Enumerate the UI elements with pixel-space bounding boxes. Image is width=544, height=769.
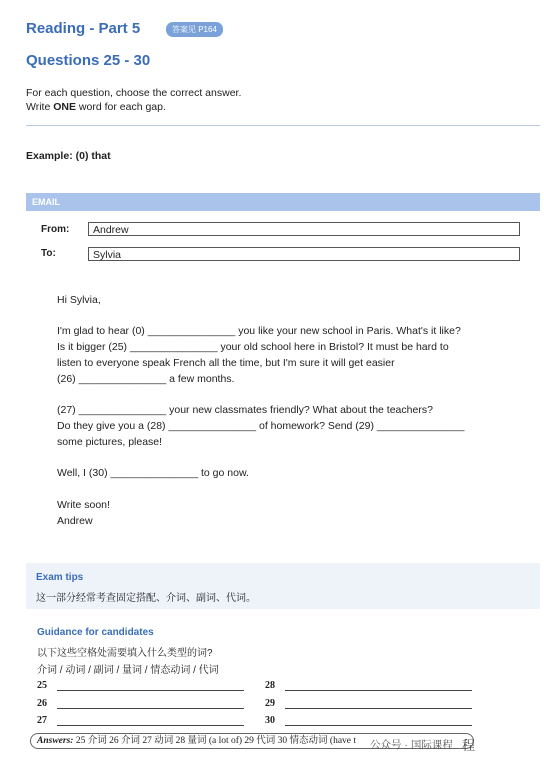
from-field: Andrew	[88, 222, 520, 236]
instruction-line-1: For each question, choose the correct answer.	[26, 87, 242, 99]
guidance-word-types: 介词 / 动词 / 副词 / 量词 / 情态动词 / 代词	[37, 665, 219, 676]
answer-number: 28	[265, 680, 275, 691]
example: Example: (0) that	[26, 150, 111, 162]
guidance-title: Guidance for candidates	[37, 627, 154, 638]
email-line: some pictures, please!	[57, 436, 163, 448]
answer-line	[57, 690, 244, 691]
answer-number: 30	[265, 715, 275, 726]
email-label: EMAIL	[32, 197, 60, 207]
to-field: Sylvia	[88, 247, 520, 261]
answer-number: 29	[265, 698, 275, 709]
questions-heading: Questions 25 - 30	[26, 52, 151, 69]
email-signoff: Write soon!	[57, 499, 110, 511]
email-line: Do they give you a (28) _______________ of homework? Send (29) _______________	[57, 420, 465, 432]
email-greeting: Hi Sylvia,	[57, 294, 101, 306]
exam-tips-title: Exam tips	[36, 572, 84, 583]
email-header-bar	[26, 193, 540, 211]
answer-number: 27	[37, 715, 47, 726]
answer-line	[285, 690, 472, 691]
to-label: To:	[41, 248, 56, 259]
answer-line	[285, 725, 472, 726]
answer-page-badge: 答案见 P164	[166, 22, 223, 37]
instructions	[26, 86, 241, 114]
email-line: (27) _______________ your new classmates friendly? What about the teachers?	[57, 404, 433, 416]
email-signature: Andrew	[57, 515, 93, 527]
email-line: Is it bigger (25) _______________ your old school here in Bristol? It must be hard to	[57, 341, 449, 353]
answer-number: 26	[37, 698, 47, 709]
watermark-extra: 程	[462, 738, 476, 753]
email-line: (26) _______________ a few months.	[57, 373, 235, 385]
email-line: Well, I (30) _______________ to go now.	[57, 467, 249, 479]
answers-text: 25 介词 26 介词 27 动词 28 量词 (a lot of) 29 代词 30 情态动词 (have t	[73, 736, 357, 746]
from-label: From:	[41, 224, 70, 235]
answers-label: Answers:	[37, 736, 74, 746]
guidance-question: 以下这些空格处需要填入什么类型的词?	[37, 648, 213, 659]
exam-tips-box	[26, 563, 540, 609]
watermark: 公众号 · 国际课程	[370, 739, 453, 751]
page-title: Reading - Part 5	[26, 20, 141, 37]
instruction-line-2: Write ONE word for each gap.	[26, 101, 166, 113]
answer-line	[57, 708, 244, 709]
divider	[26, 125, 540, 126]
answer-number: 25	[37, 680, 47, 691]
answer-line	[285, 708, 472, 709]
answer-line	[57, 725, 244, 726]
email-line: listen to everyone speak French all the time, but I'm sure it will get easier	[57, 357, 395, 369]
email-line: I'm glad to hear (0) _______________ you like your new school in Paris. What's it like?	[57, 325, 461, 337]
exam-tips-text: 这一部分经常考查固定搭配、介词、副词、代词。	[36, 593, 256, 604]
